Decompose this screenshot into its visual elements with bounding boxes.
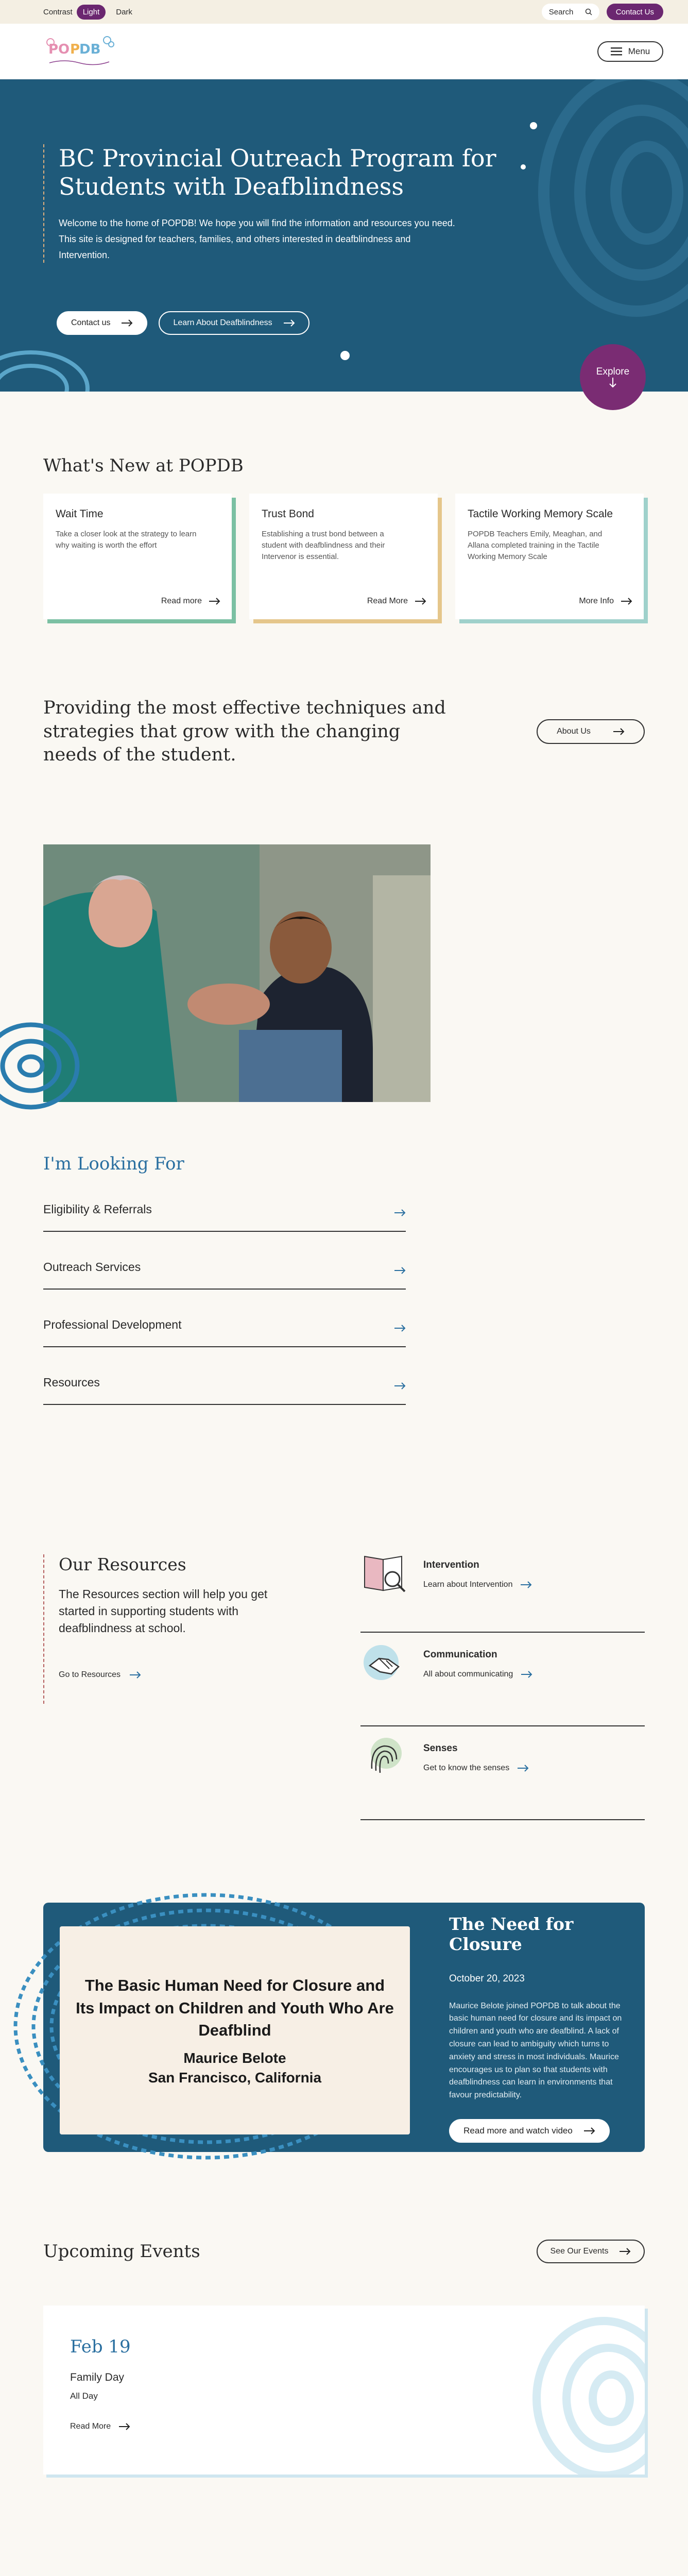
- mission-statement: Providing the most effective techniques and strategies that grow with the changing needs of the student.: [43, 698, 446, 765]
- popdb-logo[interactable]: [43, 33, 115, 70]
- utility-bar: [0, 0, 688, 24]
- svg-text:DB: DB: [79, 41, 101, 57]
- video-thumbnail-location: San Francisco, California: [148, 2069, 322, 2086]
- news-card-link-label: Read more: [161, 597, 202, 605]
- whats-new-section: [0, 392, 688, 619]
- arrow-right-icon: [521, 1581, 532, 1588]
- event-title: Family Day: [70, 2371, 125, 2383]
- news-card-link-label: Read More: [367, 597, 408, 605]
- news-card-link[interactable]: [161, 597, 220, 606]
- hero-banner: [0, 79, 688, 392]
- event-time: All Day: [70, 2391, 98, 2401]
- event-date: Feb 19: [70, 2336, 131, 2357]
- menu-button[interactable]: [597, 41, 663, 62]
- read-watch-video-button[interactable]: [449, 2119, 610, 2143]
- search-label: Search: [548, 7, 574, 16]
- resources-text: The Resources section will help you get started in supporting students with deafblindness at school.: [59, 1587, 268, 1635]
- news-card-text: POPDB Teachers Emily, Meaghan, and Allana completed training in the Tactile Working Memory Scale: [468, 530, 603, 561]
- utility-actions: [542, 4, 663, 20]
- search-icon: [585, 8, 592, 15]
- arrow-right-icon: [119, 2423, 130, 2430]
- svg-text:P: P: [70, 41, 80, 57]
- dotted-arc-decoration-icon: [0, 327, 93, 392]
- resource-link-label: Learn about Intervention: [423, 1580, 513, 1589]
- resources-section: [0, 1405, 688, 1820]
- arrow-right-icon: [284, 319, 295, 327]
- looking-for-resources[interactable]: [43, 1347, 406, 1405]
- news-card-trust-bond[interactable]: [249, 494, 438, 619]
- site-header: [0, 24, 688, 79]
- feature-title: The Need for Closure: [449, 1913, 574, 1955]
- contrast-dark-option[interactable]: Dark: [116, 7, 132, 16]
- book-magnifier-icon: [360, 1549, 408, 1597]
- arrow-right-icon: [122, 319, 133, 327]
- resource-link[interactable]: [423, 1764, 529, 1773]
- mission-section: [0, 619, 688, 767]
- explore-label: Explore: [596, 366, 630, 377]
- read-watch-video-label: Read more and watch video: [463, 2125, 573, 2136]
- looking-for-section: [0, 1102, 688, 1405]
- looking-for-list: [43, 1200, 406, 1405]
- resource-text: [423, 1639, 532, 1725]
- hero-contact-button[interactable]: [57, 311, 147, 335]
- arrow-right-icon: [209, 598, 220, 605]
- arrow-right-icon: [521, 1671, 532, 1678]
- about-us-button[interactable]: [537, 719, 645, 744]
- looking-for-eligibility[interactable]: [43, 1200, 406, 1232]
- hero-intro: Welcome to the home of POPDB! We hope you will find the information and resources you need. This site is designed for teachers, families, and others interested in deafblindness and Intervention.: [59, 218, 455, 260]
- contact-us-button[interactable]: Contact Us: [607, 4, 663, 20]
- resource-link-label: All about communicating: [423, 1669, 513, 1679]
- go-to-resources-link[interactable]: [59, 1670, 141, 1680]
- resource-title: Intervention: [423, 1559, 479, 1570]
- resources-list: [360, 1549, 645, 1820]
- arrow-right-icon: [584, 2127, 595, 2134]
- arrow-right-icon: [620, 2248, 631, 2255]
- feature-description: Maurice Belote joined POPDB to talk about the basic human need for closure and its impact on children and youth who are deafblind. A lack of closure can lead to ambiguity which turns to anxiety and stress in most individuals. Maurice encourages us to plan so that students with deafblindness can learn in environments that favour predictability.: [449, 2001, 622, 2100]
- swirl-decoration-icon: [506, 2311, 645, 2475]
- whats-new-title: What's New at POPDB: [43, 455, 244, 476]
- arrow-right-icon: [613, 728, 625, 735]
- about-us-label: About Us: [557, 727, 591, 736]
- see-our-events-label: See Our Events: [550, 2246, 609, 2256]
- looking-for-item-label: Outreach Services: [43, 1260, 141, 1274]
- news-card-title: Wait Time: [56, 508, 104, 520]
- hero-title: BC Provincial Outreach Program for Students with Deafblindness: [59, 144, 496, 201]
- arrow-right-icon: [415, 598, 426, 605]
- resources-title: Our Resources: [59, 1554, 186, 1574]
- news-cards: [43, 494, 645, 619]
- news-card-link-label: More Info: [579, 597, 614, 605]
- resource-link[interactable]: [423, 1670, 532, 1679]
- contrast-label: Contrast: [43, 7, 73, 16]
- news-card-wait-time[interactable]: [43, 494, 232, 619]
- arrow-right-icon: [130, 1671, 141, 1679]
- arrow-right-icon: [394, 1382, 406, 1389]
- featured-video-section: [43, 1903, 645, 2152]
- contrast-switcher: [43, 5, 139, 20]
- swirl-decoration-icon: [503, 79, 688, 388]
- hamburger-icon: [611, 47, 622, 56]
- news-card-text: Establishing a trust bond between a student with deafblindness and their Intervenor is essential.: [262, 530, 385, 561]
- looking-for-item-label: Eligibility & Referrals: [43, 1202, 152, 1216]
- featured-photo: [43, 844, 431, 1102]
- event-read-more-label: Read More: [70, 2421, 111, 2431]
- looking-for-title: I'm Looking For: [43, 1153, 184, 1174]
- looking-for-professional-development[interactable]: [43, 1290, 406, 1347]
- resources-intro: [43, 1554, 332, 1704]
- student-with-intervenor-photo: [43, 844, 431, 1102]
- arrow-right-icon: [394, 1267, 406, 1274]
- news-card-tactile-memory[interactable]: [455, 494, 644, 619]
- photo-illustration: [43, 844, 431, 1102]
- resource-title: Communication: [423, 1649, 497, 1660]
- hero-actions: [57, 311, 309, 335]
- arrow-right-icon: [394, 1209, 406, 1216]
- resource-title: Senses: [423, 1742, 458, 1754]
- news-card-text: Take a closer look at the strategy to learn why waiting is worth the effort: [56, 530, 197, 550]
- news-card-link[interactable]: [367, 597, 426, 606]
- looking-for-outreach[interactable]: [43, 1232, 406, 1290]
- resource-text: [423, 1549, 532, 1632]
- resource-intervention: [360, 1549, 645, 1633]
- events-header: [0, 2152, 688, 2263]
- arrow-right-icon: [621, 598, 632, 605]
- news-card-title: Tactile Working Memory Scale: [468, 508, 613, 520]
- video-thumbnail-title: The Basic Human Need for Closure and Its Impact on Children and Youth Who Are Deafblind: [76, 1976, 394, 2040]
- feature-date: October 20, 2023: [449, 1973, 525, 1984]
- svg-text:PO: PO: [48, 41, 70, 57]
- explore-button[interactable]: [580, 344, 646, 410]
- looking-for-item-label: Professional Development: [43, 1317, 182, 1331]
- resource-link-label: Get to know the senses: [423, 1763, 510, 1772]
- resource-link[interactable]: [423, 1580, 532, 1589]
- feature-details: [449, 1914, 629, 2103]
- resource-communication: [360, 1633, 645, 1726]
- menu-label: Menu: [628, 46, 650, 56]
- video-thumbnail-speaker: Maurice Belote: [183, 2049, 286, 2066]
- fingerprint-icon: [360, 1733, 408, 1780]
- go-to-resources-label: Go to Resources: [59, 1670, 121, 1679]
- hero-content: [43, 144, 496, 263]
- arrow-right-icon: [394, 1325, 406, 1332]
- news-card-title: Trust Bond: [262, 508, 314, 520]
- event-card[interactable]: [43, 2306, 645, 2475]
- resource-senses: [360, 1726, 645, 1820]
- learn-deafblindness-button[interactable]: [159, 311, 309, 335]
- arrow-right-icon: [518, 1765, 529, 1772]
- resource-text: [423, 1733, 529, 1819]
- news-card-link[interactable]: [579, 597, 632, 606]
- dot-decoration-icon: [340, 350, 350, 361]
- events-title: Upcoming Events: [43, 2241, 200, 2262]
- see-our-events-button[interactable]: [537, 2240, 645, 2263]
- video-thumbnail[interactable]: [60, 1926, 410, 2134]
- learn-deafblindness-label: Learn About Deafblindness: [173, 318, 272, 327]
- search-button[interactable]: [542, 4, 599, 20]
- handshake-icon: [360, 1639, 408, 1686]
- looking-for-item-label: Resources: [43, 1375, 100, 1389]
- contrast-light-option[interactable]: Light: [77, 5, 106, 20]
- arrow-down-icon: [609, 378, 616, 388]
- hero-contact-label: Contact us: [71, 318, 111, 327]
- swirl-decoration-icon: [0, 1014, 93, 1117]
